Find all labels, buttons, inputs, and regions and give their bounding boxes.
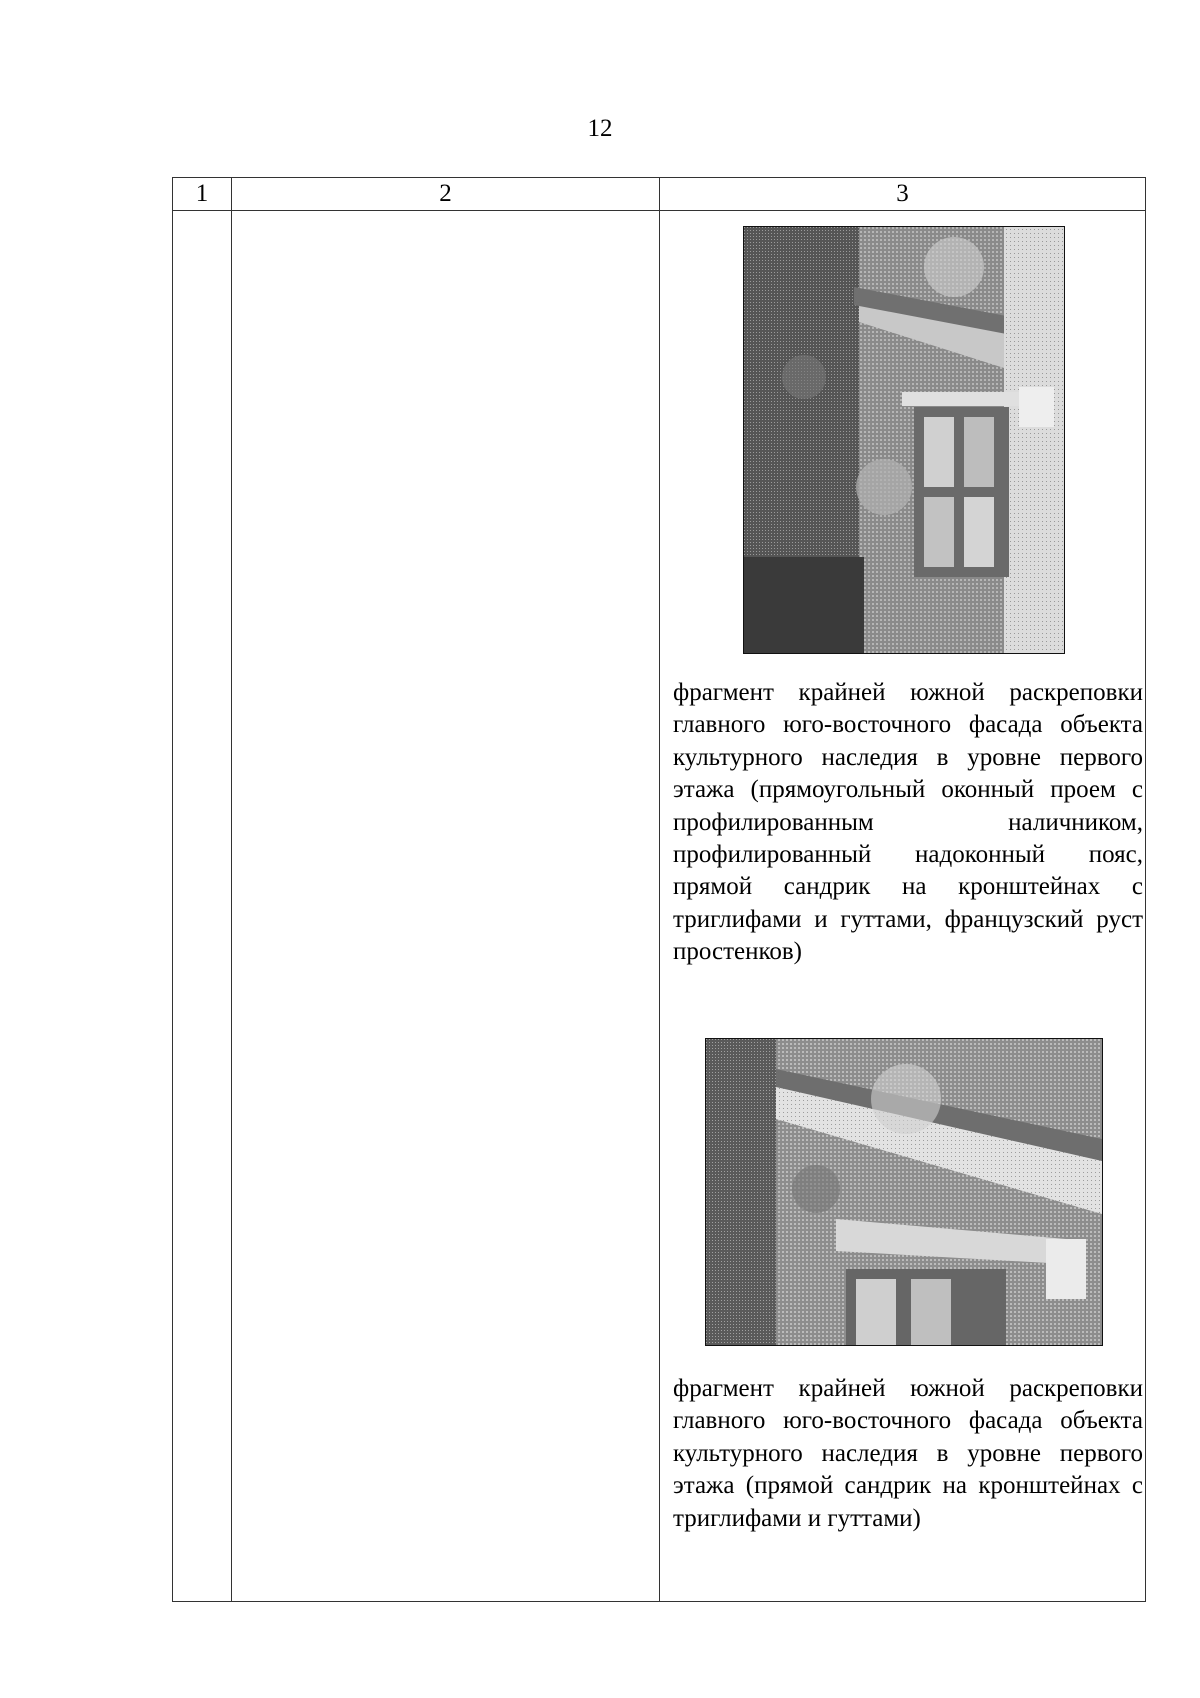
building-facade-photo-icon bbox=[744, 227, 1064, 653]
building-facade-photo-icon bbox=[706, 1039, 1102, 1345]
column-header-3: 3 bbox=[660, 178, 1146, 211]
document-table bbox=[172, 177, 1146, 1602]
table-header-row bbox=[173, 178, 1146, 211]
row-cell-3 bbox=[660, 211, 1146, 1602]
photo-caption: фрагмент крайней южной раскреповки главного юго-восточного фасада объекта культурного наследия в уровне первого этажа (прямой сандрик на кронштейнах с триглифами и гуттами) bbox=[673, 1375, 1143, 1532]
facade-photo-sandrik bbox=[705, 1038, 1103, 1346]
photo-caption: фрагмент крайней южной раскреповки главного юго-восточного фасада объекта культурного наследия в уровне первого этажа (прямоугольный оконный проем с профилированным наличником, профилированный надоконный пояс, прямой сандрик на кронштейнах с триглифами и гуттами, французский руст простенков) bbox=[673, 679, 1143, 966]
facade-photo-window bbox=[743, 226, 1065, 654]
page-number: 12 bbox=[587, 115, 613, 142]
table-row bbox=[173, 211, 1146, 1602]
column-header-2: 2 bbox=[232, 178, 660, 211]
row-cell-1 bbox=[173, 211, 232, 1602]
row-cell-2 bbox=[232, 211, 660, 1602]
column-header-1: 1 bbox=[173, 178, 232, 211]
